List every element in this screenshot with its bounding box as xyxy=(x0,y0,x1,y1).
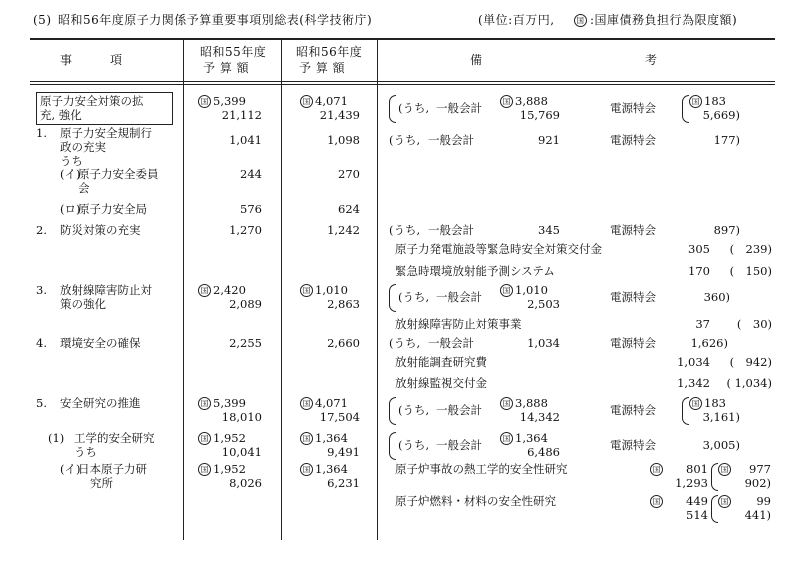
koku-icon: 国 xyxy=(300,463,313,476)
row51-s56-koku: 国 1,364 xyxy=(300,432,348,445)
row2-ippan: 345 xyxy=(538,223,560,237)
page-title: 昭和56年度原子力関係予算重要事項別総表(科学技術庁) xyxy=(58,13,373,27)
koku-icon: 国 xyxy=(500,95,513,108)
row1-dengen-label: 電源特会 xyxy=(610,133,656,147)
koku-icon: 国 xyxy=(198,432,211,445)
row1b-s56: 624 xyxy=(338,202,360,216)
row51a-sub2-label: 原子炉燃料・材料の安全性研究 xyxy=(395,494,556,508)
row3-num: 3. xyxy=(36,283,47,297)
row1-uchi: (うち, xyxy=(389,133,421,147)
row4-dengen-label: 電源特会 xyxy=(610,336,656,350)
row51a-sub2-bracket xyxy=(711,495,718,523)
row0-s56-koku: 国 4,071 xyxy=(300,95,348,108)
row0-s55-koku: 国 5,399 xyxy=(198,95,246,108)
row2-s56: 1,242 xyxy=(327,223,360,237)
koku-icon: 国 xyxy=(718,495,731,508)
row51-bracket xyxy=(389,432,396,460)
row4-ippan: 1,034 xyxy=(527,336,560,350)
koku-icon: 国 xyxy=(300,284,313,297)
row2-s55: 1,270 xyxy=(229,223,262,237)
row0-name-line2: 充, 強化 xyxy=(40,108,82,122)
koku-icon: 国 xyxy=(500,397,513,410)
row1a-s56: 270 xyxy=(338,167,360,181)
row0-ippan-koku: 国 3,888 xyxy=(500,95,548,108)
row51a-num: (イ) xyxy=(60,462,81,476)
row5-bracket xyxy=(389,397,396,425)
row4-s55: 2,255 xyxy=(229,336,262,350)
row2-dengen: 897) xyxy=(713,223,740,237)
row3-bracket xyxy=(389,284,396,312)
header-s55-line2: 予 算 額 xyxy=(203,61,250,75)
row4-uchi: (うち, xyxy=(389,336,421,350)
row1b-s55: 576 xyxy=(240,202,262,216)
row4-sub1-value: 1,034 xyxy=(677,355,710,369)
row51a-sub2-v1: 449 xyxy=(686,494,708,508)
koku-icon: 国 xyxy=(300,95,313,108)
row5-num: 5. xyxy=(36,396,47,410)
row5-ippan-label: 一般会計 xyxy=(436,403,482,417)
header-item: 事 項 xyxy=(60,53,123,67)
row51a-sub1-bracket xyxy=(711,463,718,491)
row1-s56: 1,098 xyxy=(327,133,360,147)
row5-s56-koku: 国 4,071 xyxy=(300,397,348,410)
row51a-sub2-koku xyxy=(650,495,665,508)
row3-name-line1: 放射線障害防止対 xyxy=(60,283,152,297)
row5-s55: 18,010 xyxy=(221,410,262,424)
row0-dengen-koku: 国 183 xyxy=(689,95,726,108)
row1-name-line2: 政の充実 xyxy=(60,140,106,154)
row3-dengen: 360) xyxy=(703,290,730,304)
row3-s56-koku: 国 1,010 xyxy=(300,284,348,297)
col-divider-2 xyxy=(281,40,282,540)
row3-s56: 2,863 xyxy=(327,297,360,311)
row51a-s56-koku: 国 1,364 xyxy=(300,463,348,476)
row2-num: 2. xyxy=(36,223,47,237)
row3-sub1-prev: ( 30) xyxy=(736,317,772,331)
col-divider-3 xyxy=(377,40,378,540)
row4-sub2-value: 1,342 xyxy=(677,376,710,390)
row4-sub1-label: 放射能調査研究費 xyxy=(395,355,487,369)
unit-description: :国庫債務負担行為限度額) xyxy=(590,13,738,27)
header-bottom-border xyxy=(30,81,775,82)
row51-ippan: 6,486 xyxy=(527,445,560,459)
row51-name-line2: うち xyxy=(74,445,97,459)
row1-num: 1. xyxy=(36,126,47,140)
row51a-sub2-p1: 99 xyxy=(756,494,771,508)
row0-bracket xyxy=(389,95,396,123)
koku-icon: 国 xyxy=(198,95,211,108)
row2-name-line1: 防災対策の充実 xyxy=(60,223,141,237)
row51a-sub1-label: 原子炉事故の熱工学的安全性研究 xyxy=(395,462,568,476)
row1a-name-line2: 会 xyxy=(78,181,90,195)
row51-ippan-koku: 国 1,364 xyxy=(500,432,548,445)
row51a-s55: 8,026 xyxy=(229,476,262,490)
row2-sub1-label: 原子力発電施設等緊急時安全対策交付金 xyxy=(395,242,602,256)
row2-sub2-label: 緊急時環境放射能予測システム xyxy=(395,264,555,278)
koku-icon: 国 xyxy=(198,284,211,297)
row2-uchi: (うち, xyxy=(389,223,421,237)
koku-icon: 国 xyxy=(650,495,663,508)
row0-ippan: 15,769 xyxy=(519,108,560,122)
row5-s55-koku: 国 5,399 xyxy=(198,397,246,410)
row4-num: 4. xyxy=(36,336,47,350)
row51a-sub1-v1: 801 xyxy=(686,462,708,476)
row51-dengen: 3,005) xyxy=(702,438,740,452)
row51-ippan-label: 一般会計 xyxy=(436,438,482,452)
row0-dengen: 5,669) xyxy=(702,108,740,122)
row51-s56: 9,491 xyxy=(327,445,360,459)
row1a-num: (イ) xyxy=(60,167,81,181)
row1-name-line3: うち xyxy=(60,154,83,168)
row51-s55-koku: 国 1,952 xyxy=(198,432,246,445)
row51-s55: 10,041 xyxy=(221,445,262,459)
koku-icon: 国 xyxy=(718,463,731,476)
row1a-name-line1: 原子力安全委員 xyxy=(78,167,159,181)
row0-ippan-label: 一般会計 xyxy=(436,101,482,115)
row5-name-line1: 安全研究の推進 xyxy=(60,396,141,410)
row3-s55-koku: 国 2,420 xyxy=(198,284,246,297)
row51a-sub2-p2: 441) xyxy=(744,508,771,522)
row51a-s55-koku: 国 1,952 xyxy=(198,463,246,476)
row1b-num: (ロ) xyxy=(60,202,81,216)
row3-name-line2: 策の強化 xyxy=(60,297,106,311)
row5-dengen-label: 電源特会 xyxy=(610,403,656,417)
koku-icon: 国 xyxy=(300,397,313,410)
row5-dengen: 3,161) xyxy=(702,410,740,424)
row51-dengen-label: 電源特会 xyxy=(610,438,656,452)
koku-icon: 国 xyxy=(574,14,587,27)
row3-ippan: 2,503 xyxy=(527,297,560,311)
row5-dengen-koku: 国 183 xyxy=(689,397,726,410)
row51a-sub2-koku2 xyxy=(718,495,733,508)
row0-s56: 21,439 xyxy=(319,108,360,122)
row3-ippan-koku: 国 1,010 xyxy=(500,284,548,297)
row1-ippan-label: 一般会計 xyxy=(428,133,474,147)
row51a-sub1-p2: 902) xyxy=(744,476,771,490)
row0-uchi: (うち, xyxy=(398,101,430,115)
row4-s56: 2,660 xyxy=(327,336,360,350)
row2-sub2-prev: ( 150) xyxy=(729,264,772,278)
row51a-s56: 6,231 xyxy=(327,476,360,490)
header-bottom-border-2 xyxy=(30,84,775,85)
row0-name-line1: 原子力安全対策の拡 xyxy=(40,94,144,108)
row4-sub2-prev: ( 1,034) xyxy=(726,376,772,390)
col-divider-1 xyxy=(183,40,184,540)
row5-ippan: 14,342 xyxy=(519,410,560,424)
row5-uchi: (うち, xyxy=(398,403,430,417)
row3-dengen-label: 電源特会 xyxy=(610,290,656,304)
header-s55-line1: 昭和55年度 xyxy=(200,45,267,59)
table-top-border xyxy=(30,38,775,40)
row51a-sub1-koku xyxy=(650,463,665,476)
header-s56-line1: 昭和56年度 xyxy=(296,45,363,59)
row3-uchi: (うち, xyxy=(398,290,430,304)
row4-sub2-label: 放射線監視交付金 xyxy=(395,376,487,390)
row51-name-line1: 工学的安全研究 xyxy=(74,431,155,445)
row51a-name-line1: 日本原子力研 xyxy=(78,462,147,476)
row3-sub1-value: 37 xyxy=(695,317,710,331)
koku-icon: 国 xyxy=(650,463,663,476)
koku-icon: 国 xyxy=(689,95,702,108)
koku-icon: 国 xyxy=(198,397,211,410)
header-remarks: 備 考 xyxy=(470,53,658,67)
row51-uchi: (うち, xyxy=(398,438,430,452)
row5-s56: 17,504 xyxy=(319,410,360,424)
row1b-name-line1: 原子力安全局 xyxy=(78,202,147,216)
row1-dengen: 177) xyxy=(713,133,740,147)
row2-ippan-label: 一般会計 xyxy=(428,223,474,237)
row1-s55: 1,041 xyxy=(229,133,262,147)
unit-label: (単位:百万円, xyxy=(478,13,555,27)
row1a-s55: 244 xyxy=(240,167,262,181)
row2-sub1-value: 305 xyxy=(688,242,710,256)
row4-name-line1: 環境安全の確保 xyxy=(60,336,141,350)
row2-sub2-value: 170 xyxy=(688,264,710,278)
row5-ippan-koku: 国 3,888 xyxy=(500,397,548,410)
row51a-sub2-v2: 514 xyxy=(686,508,708,522)
row4-sub1-prev: ( 942) xyxy=(729,355,772,369)
row0-s55: 21,112 xyxy=(221,108,262,122)
row51a-sub1-koku2 xyxy=(718,463,733,476)
row4-dengen: 1,626) xyxy=(690,336,728,350)
row51a-sub1-p1: 977 xyxy=(749,462,771,476)
row3-ippan-label: 一般会計 xyxy=(436,290,482,304)
koku-icon: 国 xyxy=(198,463,211,476)
row3-s55: 2,089 xyxy=(229,297,262,311)
koku-icon: 国 xyxy=(500,284,513,297)
koku-icon: 国 xyxy=(689,397,702,410)
row2-dengen-label: 電源特会 xyxy=(610,223,656,237)
table-number: (5) xyxy=(33,13,52,27)
koku-icon: 国 xyxy=(500,432,513,445)
row4-ippan-label: 一般会計 xyxy=(428,336,474,350)
row51a-sub1-v2: 1,293 xyxy=(675,476,708,490)
row0-dengen-label: 電源特会 xyxy=(610,101,656,115)
koku-icon: 国 xyxy=(300,432,313,445)
row51-num: (1) xyxy=(48,431,65,445)
row3-sub1-label: 放射線障害防止対策事業 xyxy=(395,317,522,331)
row2-sub1-prev: ( 239) xyxy=(729,242,772,256)
header-s56-line2: 予 算 額 xyxy=(299,61,346,75)
row51a-name-line2: 究所 xyxy=(90,476,113,490)
unit-koku-mark xyxy=(574,14,589,27)
row1-ippan: 921 xyxy=(538,133,560,147)
row1-name-line1: 原子力安全規制行 xyxy=(60,126,152,140)
